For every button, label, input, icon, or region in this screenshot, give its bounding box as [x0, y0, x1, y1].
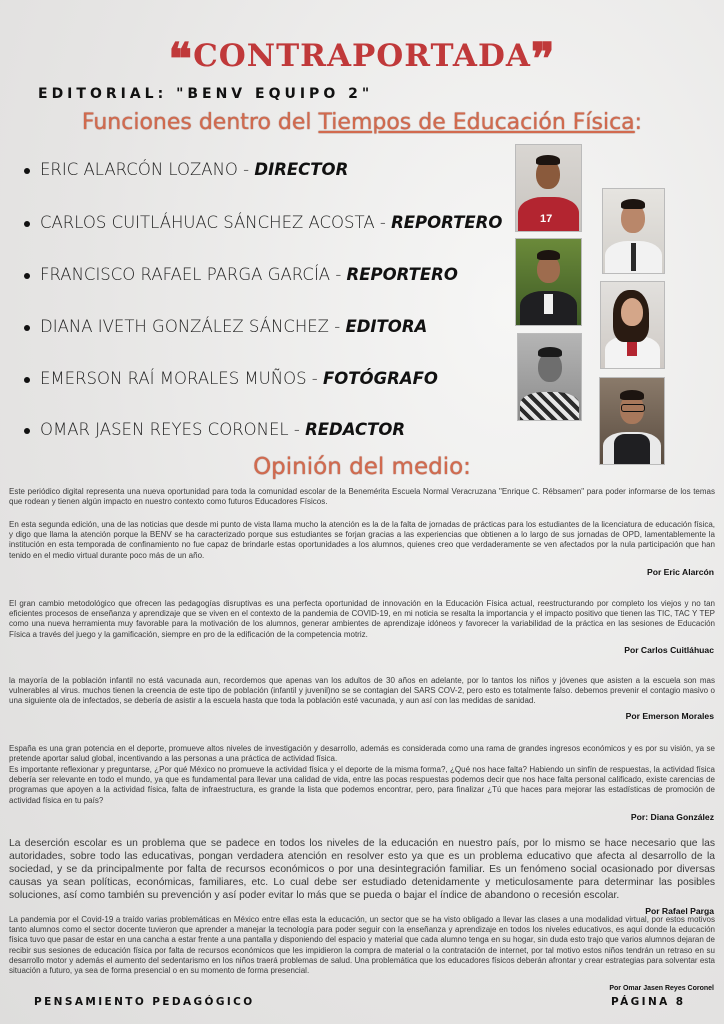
photo-emerson: [517, 333, 582, 421]
paragraph-emerson: la mayoría de la población infantil no está vacunada aun, recordemos que apenas van los adultos de 30 años en adelante, por lo tantos los niños y jóvenes que asisten a la escuela son mas vulnerables al virus. muchos tienen la creencia de este tipo de población (infantil y juvenil)no se se contagian del SARS COV-2, pero esto es totalmente falso. debemos prevenir el contagio masivo o una siguiente ola de infectados, se debería de asistir a la escuela hasta que toda la población esté vacunada, y aun así con las medidas de sanidad.: [9, 676, 715, 706]
functions-heading-underlined: Tiempos de Educación Física: [318, 110, 635, 135]
member-role: REDACTOR: [305, 420, 406, 439]
member-role: REPORTERO: [346, 265, 458, 284]
photo-francisco: [515, 238, 582, 326]
page-title: CONTRAPORTADA: [193, 38, 531, 74]
member-role: EDITORA: [345, 317, 428, 336]
member-name: OMAR JASEN REYES CORONEL -: [40, 420, 306, 439]
bullet-icon: [24, 325, 30, 331]
photo-carlos: [602, 188, 665, 274]
bullet-icon: [24, 377, 30, 383]
member-name: FRANCISCO RAFAEL PARGA GARCÍA -: [40, 265, 347, 284]
paragraph-carlos: El gran cambio metodológico que ofrecen las pedagogías disruptivas es una perfecta oportunidad de innovación en la Educación Física actual, reestructurando por completo los viejos y no tan eficientes procesos de enseñanza y aprendizaje que se viven en el contexto de la pandemia de COVID-19, en mi noticia se resalta la importancia y el impacto positivo que tienen las TIC, TAC Y TEP como una nueva herramienta muy favorable para la motivación de los alumnos, generar ambientes de aprendizaje idóneos y favorecer la variabilidad de la práctica en las sesiones de Educación Física a través del juego y la gamificación, siempre en pro de la edificación de la competencia motriz.: [9, 599, 715, 639]
author-eric: Por Eric Alarcón: [646, 567, 714, 577]
member-role: DIRECTOR: [254, 160, 349, 179]
member-name: DIANA IVETH GONZÁLEZ SÁNCHEZ -: [40, 317, 346, 336]
list-item: [24, 160, 348, 179]
author-rafael: Por Rafael Parga: [645, 906, 714, 916]
photo-omar: [599, 377, 665, 465]
author-diana: Por: Diana González: [630, 812, 714, 822]
opinion-heading: Opinión del medio:: [253, 454, 471, 480]
member-name: EMERSON RAÍ MORALES MUÑOS -: [40, 369, 323, 388]
photo-diana: [600, 281, 665, 369]
bullet-icon: [24, 273, 30, 279]
editorial-label: EDITORIAL: "BENV EQUIPO 2": [38, 86, 374, 102]
member-role: REPORTERO: [391, 213, 503, 232]
bullet-icon: [24, 221, 30, 227]
open-quote-icon: ❝: [168, 34, 194, 85]
paragraph-eric: En esta segunda edición, una de las noticias que desde mi punto de vista llama mucho la atención es la de la falta de jornadas de prácticas para los estudiantes de la licenciatura de educación física, y digo que llama la atención porque la BENV se ha caracterizado porque sus estudiantes se forjan gracias a las experiencias que obtienen a lo largo de sus jornadas de OPD, lamentablemente la institución en esta temporada de confinamiento no fue capaz de brindarle estas oportunidades a los alumnos, quienes creo que verdaderamente se ven afectados por la nula participación que han tenido en el medio virtual durante poco más de un año.: [9, 520, 715, 560]
paragraph-diana-1: España es una gran potencia en el deporte, promueve altos niveles de investigación y desarrollo, además es considerada como una rama de grandes ingresos económicos y es por su visión, ya se pretende aportar salud global, incentivando a las personas a una práctica de actividad física.: [9, 744, 715, 764]
list-item: [24, 317, 427, 336]
list-item: [24, 213, 502, 232]
paragraph-intro: Este periódico digital representa una nueva oportunidad para toda la comunidad escolar de la Benemérita Escuela Normal Veracruzana "Enrique C. Rébsamen" para poder informarse de los temas que rodean y tienen algún impacto en nuestro contexto como futuros Educadores Físicos.: [9, 487, 715, 507]
list-item: [24, 420, 405, 439]
list-item: [24, 369, 438, 388]
author-omar: Por Omar Jasen Reyes Coronel: [609, 985, 714, 992]
member-role: FOTÓGRAFO: [323, 369, 438, 388]
bullet-icon: [24, 168, 30, 174]
page-title-banner: [0, 34, 724, 85]
member-name: CARLOS CUITLÁHUAC SÁNCHEZ ACOSTA -: [40, 213, 392, 232]
functions-heading: [0, 110, 724, 135]
photo-eric: [515, 144, 582, 232]
close-quote-icon: ❞: [530, 34, 556, 85]
author-emerson: Por Emerson Morales: [625, 711, 714, 721]
list-item: [24, 265, 458, 284]
paragraph-diana-2: Es importante reflexionar y preguntarse, ¿Por qué México no promueve la actividad física y el deporte de la misma forma?, ¿Qué nos hace falta? Habiendo un sinfín de respuestas, la actividad física debería ser relevante en todo el mundo, ya que es fundamental para llevar una calidad de vida, entre las pocas respuestas podemos decir que nos hace falta personal calificado, existe carencias de programas que apoyen a la actividad física, falta de infraestructura, es grande la lista que podemos encontrar, pero, para finalizar ¿Tú que haces para mejorar las estadísticas de promoción de actividad física en tu país?: [9, 765, 715, 805]
author-carlos: Por Carlos Cuitláhuac: [624, 645, 714, 655]
functions-heading-prefix: Funciones dentro del: [81, 110, 319, 135]
footer-page-number: PÁGINA 8: [611, 996, 686, 1008]
functions-heading-suffix: :: [634, 110, 643, 135]
member-name: ERIC ALARCÓN LOZANO -: [40, 160, 255, 179]
footer-publication-name: PENSAMIENTO PEDAGÓGICO: [34, 996, 255, 1008]
paragraph-rafael: La deserción escolar es un problema que se padece en todos los niveles de la educación en nuestro país, por lo mismo se hace necesario que las autoridades, sobre todo las educativas, pongan verdadera atención en resolver esto ya que es un problema educativo que afecta al desarrollo de la sociedad, y se da principalmente por falta de recursos económicos o por una desintegración familiar. Es un fenómeno social ocasionado por diversas causas ya sean políticas, económicas, familiares, etc. Lo cual debe ser estudiado detenidamente y meticulosamente para determinar las posibles soluciones, así como también su prevención y así poder evitar lo más que se pueda o bajar el índice de abandono o recesión escolar.: [9, 838, 715, 902]
bullet-icon: [24, 428, 30, 434]
paragraph-omar: La pandemia por el Covid-19 a traído varias problemáticas en México entre ellas esta la educación, un sector que se ha visto obligado a llevar las clases a una modalidad virtual, por estos motivos tanto alumnos como el sector docente tuvieron que aprender a manejar la tecnología para poder seguir con la enseñanza y aprendizaje en todos los niveles educativos, es aquí donde la educación física tuvo que pasar de estar en una cancha a estar frente a una pantalla y disponiendo del espacio y material que cada alumno tenga en su hogar, sin duda esto trajo que varios alumnos dejaran de recibir sus sesiones de educación física por falta de recursos económicos que les impidieron la compra de material o la contratación de internet, por tal motivo estos niños tendrán un retraso en su desarrollo motor y además el aumento del sedentarismo en los niños traerá problemas de salud. Una problemática que los educadores físicos deberán afrontar y crear estrategias para solventar esta situación a futuro, ya sea de forma presencial o en su momento de forma presencial.: [9, 915, 715, 976]
jersey-number: 17: [540, 213, 553, 225]
